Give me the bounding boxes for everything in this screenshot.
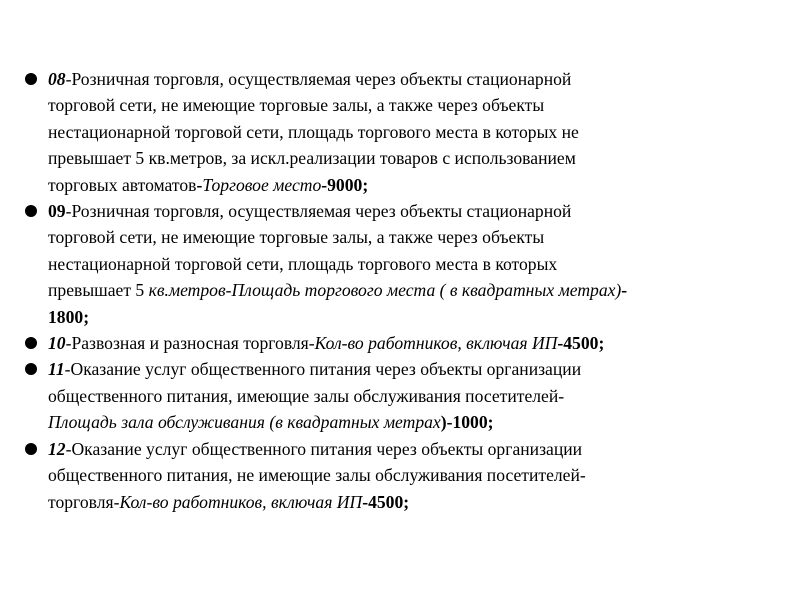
text-line [48,356,792,382]
text-line [48,119,792,145]
text-segment: -Оказание услуг общественного питания через объекты организации [64,359,582,380]
text-segment: кв.метров-Площадь торгового места ( в квадратных метрах) [148,280,622,301]
text-line [48,66,792,92]
text-segment: торговой сети, не имеющие торговые залы, а также через объекты [48,95,545,116]
text-segment: 08 [48,69,66,89]
text-segment: 12 [48,438,66,459]
text-segment: Торговое место [202,174,322,195]
bullet-dot-icon [25,337,37,349]
text-line [48,198,792,224]
text-segment: Кол-во работников, включая ИП [314,333,558,354]
list-item [22,436,792,515]
text-segment: -4500; [362,491,410,512]
bullet-dot-icon [25,205,37,217]
text-segment: нестационарной торговой сети, площадь торгового места в которых [48,253,558,274]
text-segment: -4500; [557,333,605,354]
text-line [48,92,792,118]
text-segment: общественного питания, не имеющие залы обслуживания посетителей- [48,465,586,486]
text-segment: торговой сети, не имеющие торговые залы, а также через объекты [48,227,545,248]
text-segment: - [621,280,628,301]
text-line [48,277,792,303]
text-segment: Площадь зала обслуживания (в квадратных метрах [48,412,441,433]
list-item [22,356,792,435]
text-line [48,489,792,515]
text-line [48,251,792,277]
list-item [22,198,792,330]
text-line [48,145,792,171]
text-line [48,304,792,330]
text-line [48,383,792,409]
text-segment: -Оказание услуг общественного питания через объекты организации [65,438,583,459]
text-segment: Кол-во работников, включая ИП [119,491,363,512]
list-item [22,66,792,198]
text-segment: общественного питания, имеющие залы обслуживания посетителей- [48,385,565,406]
text-segment: 11 [48,359,65,380]
text-segment: торговых автоматов [48,174,197,195]
text-segment: )-1000; [440,412,494,433]
text-line [48,409,792,435]
text-segment: -Розничная торговля, осуществляемая через объекты стационарной [65,201,572,222]
text-segment: превышает 5 кв.метров, за искл.реализации товаров с использованием [48,148,576,169]
bullet-dot-icon [25,73,37,85]
activity-code-list [22,66,792,515]
text-segment: 1800; [48,306,90,327]
text-segment: превышает 5 [48,280,149,301]
text-line [48,224,792,250]
text-segment: -9000; [321,174,369,195]
list-item [22,330,792,356]
text-segment: 09 [48,201,66,222]
text-segment: торговля- [48,491,120,512]
text-segment: 10 [48,333,66,354]
text-segment: нестационарной торговой сети, площадь торгового места в которых не [48,121,579,142]
text-segment: - [196,174,203,195]
bullet-dot-icon [25,363,37,375]
text-segment: -Розничная торговля, осуществляемая через объекты стационарной [65,69,572,89]
text-segment: -Развозная и разносная торговля- [65,333,315,354]
text-line [48,172,792,198]
text-line [48,330,792,356]
text-line [48,436,792,462]
bullet-dot-icon [25,443,37,455]
text-line [48,462,792,488]
